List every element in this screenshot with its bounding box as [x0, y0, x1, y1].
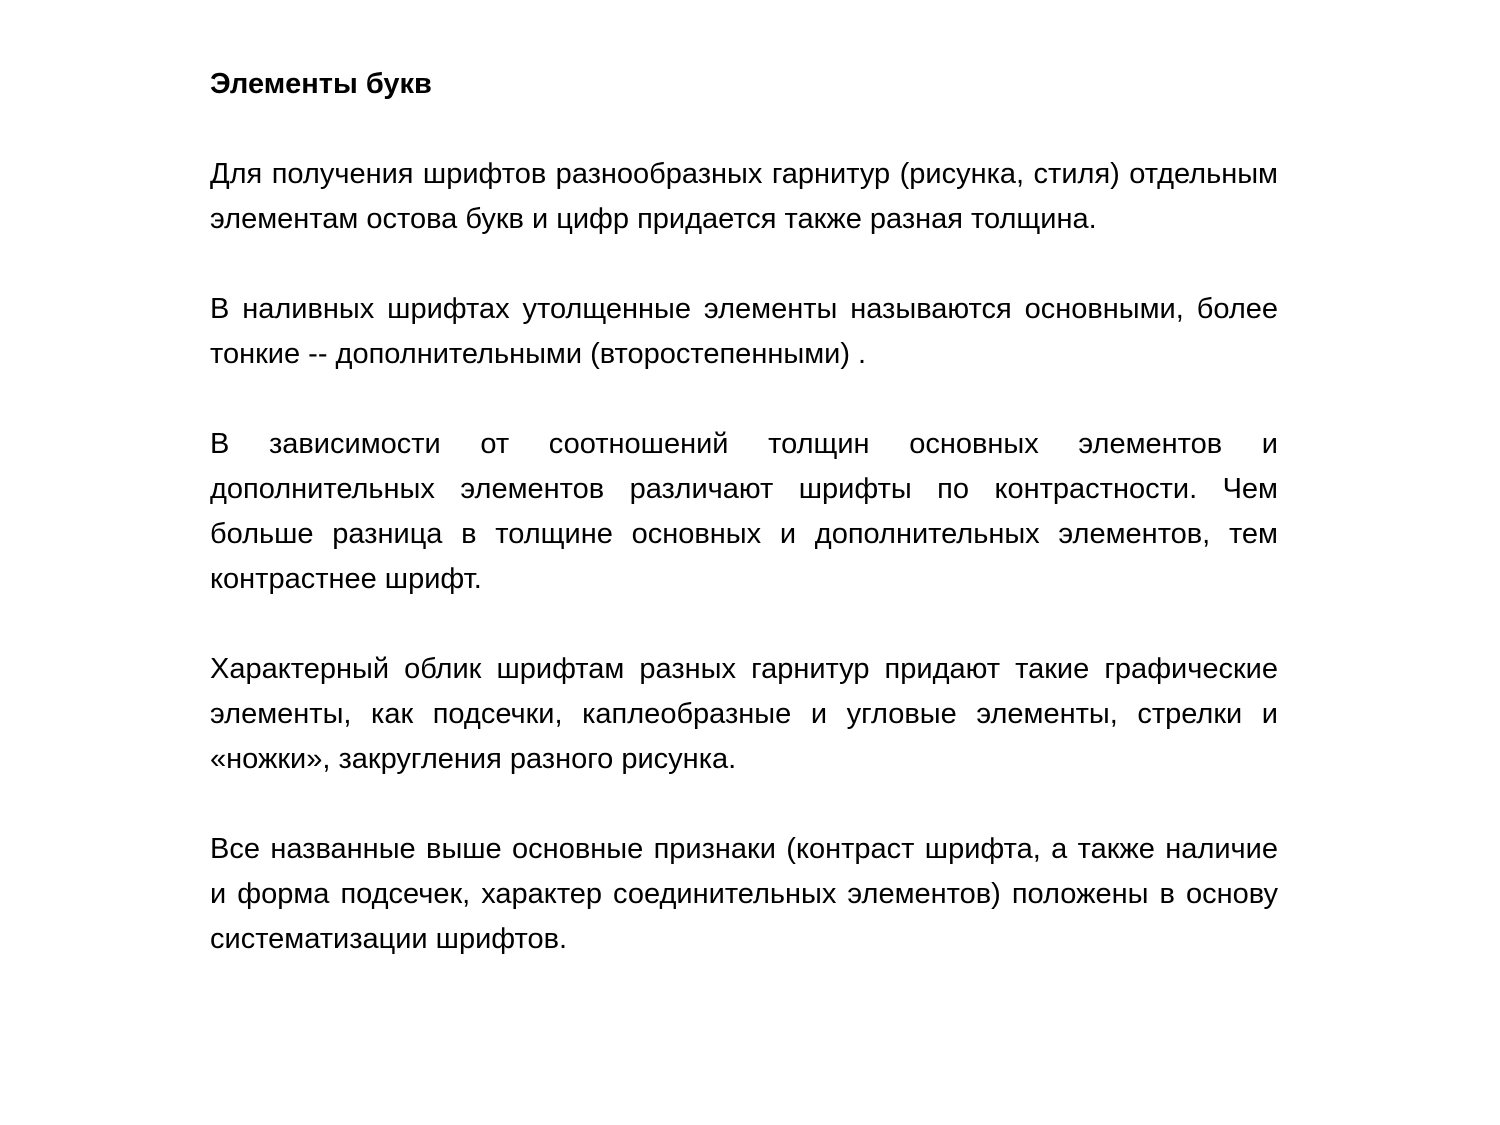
paragraph-4: Характерный облик шрифтам разных гарнитур придают такие графические элементы, как подсечки, каплеобразные и угловые элементы, стрелки и «ножки», закругления разного рисунка. [210, 653, 1278, 775]
paragraph-2: В наливных шрифтах утолщенные элементы называются основными, более тонкие -- дополнительными (второстепенными) . [210, 293, 1278, 370]
document-title: Элементы букв [210, 68, 432, 100]
paragraph-5: Все названные выше основные признаки (контраст шрифта, а также наличие и форма подсечек, характер соединительных элементов) положены в основу систематизации шрифтов. [210, 833, 1278, 955]
paragraph-1: Для получения шрифтов разнообразных гарнитур (рисунка, стиля) отдельным элементам остова букв и цифр придается также разная толщина. [210, 158, 1278, 235]
document-page [210, 62, 1278, 1007]
paragraph-3: В зависимости от соотношений толщин основных элементов и дополнительных элементов различают шрифты по контрастности. Чем больше разница в толщине основных и дополнительных элементов, тем контрастнее шрифт. [210, 428, 1278, 595]
